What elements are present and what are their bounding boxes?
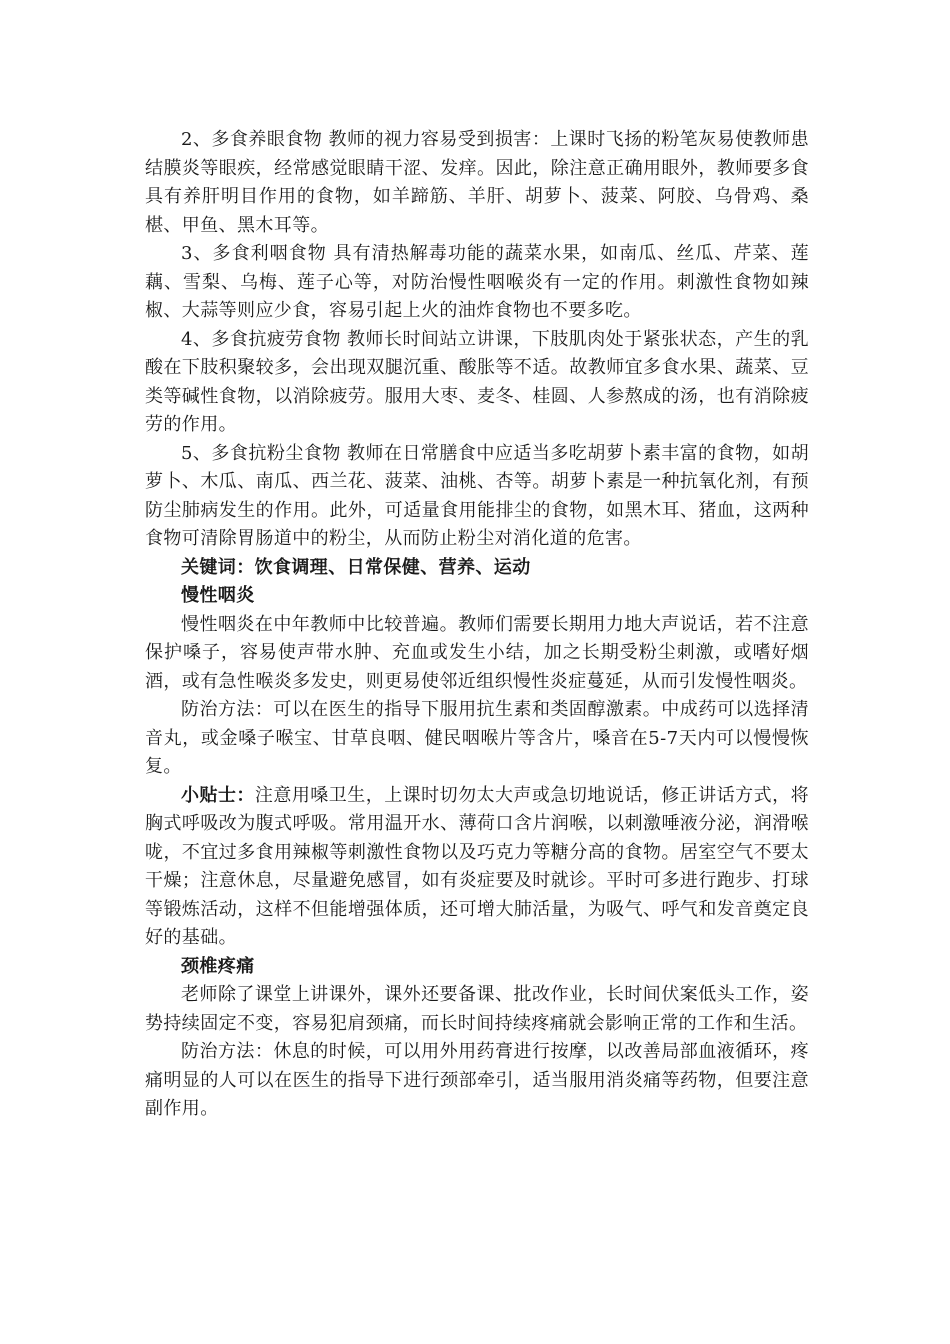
pharyngitis-treatment: 防治方法：可以在医生的指导下服用抗生素和类固醇激素。中成药可以选择清音丸，或金嗓子喉宝、甘草良咽、健民咽喉片等含片，嗓音在5-7天内可以慢慢恢复。 — [145, 699, 809, 777]
tip-label: 小贴士： — [181, 784, 255, 806]
tip-text: 注意用嗓卫生，上课时切勿太大声或急切地说话，修正讲话方式，将胸式呼吸改为腹式呼吸。常用温开水、薄荷口含片润喉，以刺激唾液分泌，润滑喉咙，不宜过多食用辣椒等刺激性食物以及巧克力等糖分高的食物。居室空气不要太干燥；注意休息，尽量避免感冒，如有炎症要及时就诊。平时可多进行跑步、打球等锻炼活动，这样不但能增强体质，还可增大肺活量，为吸气、呼气和发音奠定良好的基础。 — [145, 784, 809, 948]
diet-item-fatigue: 4、多食抗疲劳食物 教师长时间站立讲课，下肢肌肉处于紧张状态，产生的乳酸在下肢积聚较多，会出现双腿沉重、酸胀等不适。故教师宜多食水果、蔬菜、豆类等碱性食物，以消除疲劳。服用大枣、麦冬、桂圆、人参熬成的汤，也有消除疲劳的作用。 — [145, 328, 809, 435]
pharyngitis-tip — [145, 782, 809, 953]
section-title-neck: 颈椎疼痛 — [181, 955, 255, 977]
section-title-pharyngitis: 慢性咽炎 — [181, 585, 255, 606]
diet-item-throat: 3、多食利咽食物 具有清热解毒功能的蔬菜水果，如南瓜、丝瓜、芹菜、莲藕、雪梨、乌梅、莲子心等，对防治慢性咽喉炎有一定的作用。刺激性食物如辣椒、大蒜等则应少食，容易引起上火的油炸食物也不要多吃。 — [145, 243, 809, 321]
document-page — [145, 126, 809, 1124]
neck-intro: 老师除了课堂上讲课外，课外还要备课、批改作业，长时间伏案低头工作，姿势持续固定不变，容易犯肩颈痛，而长时间持续疼痛就会影响正常的工作和生活。 — [145, 984, 809, 1034]
neck-treatment: 防治方法：休息的时候，可以用外用药膏进行按摩，以改善局部血液循环，疼痛明显的人可以在医生的指导下进行颈部牵引，适当服用消炎痛等药物，但要注意副作用。 — [145, 1041, 809, 1119]
keywords-line: 关键词：饮食调理、日常保健、营养、运动 — [181, 556, 531, 578]
diet-item-eyes: 2、多食养眼食物 教师的视力容易受到损害：上课时飞扬的粉笔灰易使教师患结膜炎等眼疾，经常感觉眼睛干涩、发痒。因此，除注意正确用眼外，教师要多食具有养肝明目作用的食物，如羊蹄筋、羊肝、胡萝卜、菠菜、阿胶、乌骨鸡、桑椹、甲鱼、黑木耳等。 — [145, 129, 809, 236]
diet-item-dust: 5、多食抗粉尘食物 教师在日常膳食中应适当多吃胡萝卜素丰富的食物，如胡萝卜、木瓜、南瓜、西兰花、菠菜、油桃、杏等。胡萝卜素是一种抗氧化剂，有预防尘肺病发生的作用。此外，可适量食用能排尘的食物，如黑木耳、猪血，这两种食物可清除胃肠道中的粉尘，从而防止粉尘对消化道的危害。 — [145, 442, 809, 549]
pharyngitis-intro: 慢性咽炎在中年教师中比较普遍。教师们需要长期用力地大声说话，若不注意保护嗓子，容易使声带水肿、充血或发生小结，加之长期受粉尘刺激，或嗜好烟酒，或有急性喉炎多发史，则更易使邻近组织慢性炎症蔓延，从而引发慢性咽炎。 — [145, 613, 809, 692]
